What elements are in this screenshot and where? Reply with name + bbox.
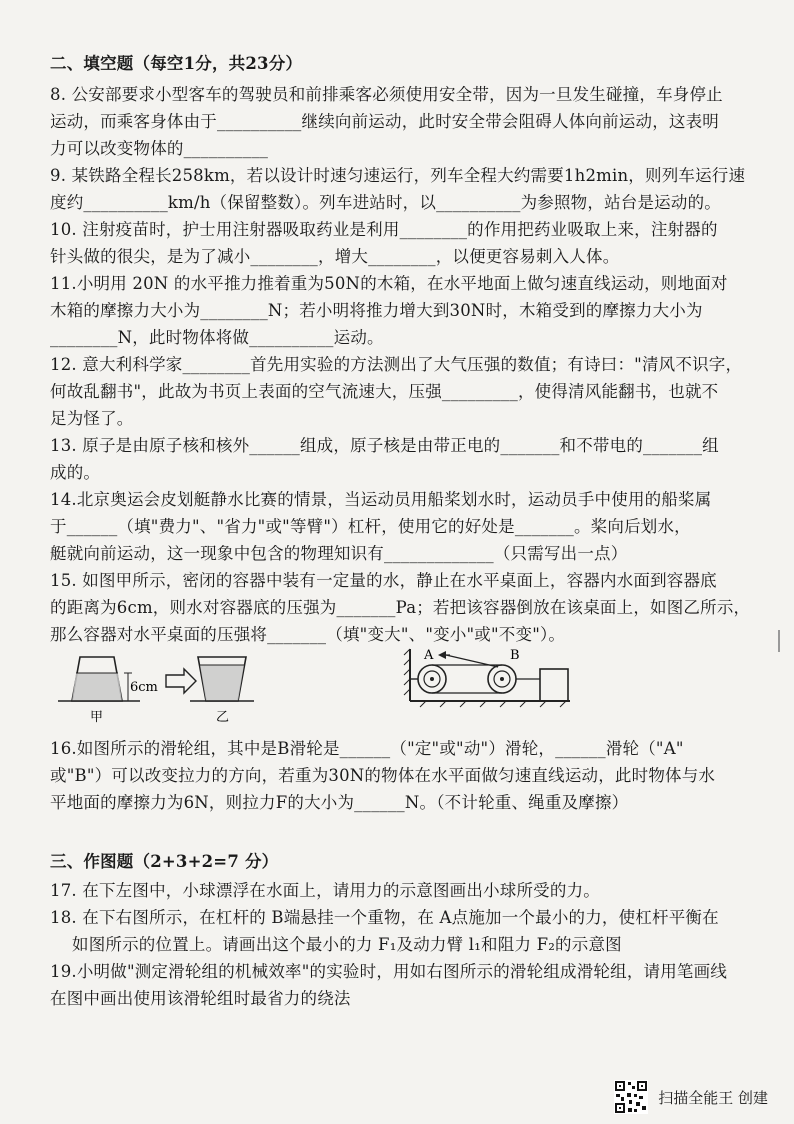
question-text-line: 12. 意大利科学家________首先用实验的方法测出了大气压强的数值；有诗曰："清风不识字， <box>50 355 743 374</box>
question-text-line: 度约__________km/h（保留整数）。列车进站时，以__________为参照物，站台是运动的。 <box>50 193 721 212</box>
question-text-line: 14.北京奥运会皮划艇静水比赛的情景，当运动员用船桨划水时，运动员手中使用的船桨属 <box>50 490 712 509</box>
question-text-line: 15. 如图甲所示，密闭的容器中装有一定量的水，静止在水平桌面上，容器内水面到容器底 <box>50 571 717 590</box>
section-heading-drawing: 三、作图题（2+3+2=7 分） <box>50 852 279 871</box>
question-text-line: 9. 某铁路全程长258km，若以设计时速匀速运行，列车全程大约需要1h2min，则列车运行速 <box>50 166 746 185</box>
figures-row <box>40 645 780 725</box>
hollow-arrow <box>166 669 196 693</box>
question-text-line: 19.小明做"测定滑轮组的机械效率"的实验时，用如右图所示的滑轮组成滑轮组，请用笔画线 <box>50 962 728 981</box>
section-heading-fill-blank: 二、填空题（每空1分，共23分） <box>50 54 303 73</box>
question-text-line: 8. 公安部要求小型客车的驾驶员和前排乘客必须使用安全带，因为一旦发生碰撞，车身停止 <box>50 85 723 104</box>
question-text-line: 或"B"）可以改变拉力的方向，若重为30N的物体在水平面做匀速直线运动，此时物体与水 <box>50 766 716 785</box>
question-text-line: 的距离为6cm，则水对容器底的压强为_______Pa；若把该容器倒放在该桌面上，如图乙所示， <box>50 598 751 617</box>
question-text-line: 于______（填"费力"、"省力"或"等臂"）杠杆，使用它的好处是_______。桨向后划水， <box>50 517 691 536</box>
scanner-watermark <box>614 1080 768 1114</box>
question-text-line: 成的。 <box>50 463 101 482</box>
question-text-line: ________N，此时物体将做__________运动。 <box>50 328 384 347</box>
question-text-line: 足为怪了。 <box>50 409 134 428</box>
question-text-line: 在图中画出使用该滑轮组时最省力的绕法 <box>50 989 351 1008</box>
container-jia-figure <box>58 657 158 725</box>
label-yi: 乙 <box>216 710 230 725</box>
scan-artifact-mark <box>778 630 780 652</box>
question-text-line: 10. 注射疫苗时，护士用注射器吸取药业是利用________的作用把药业吸取上来，注射器的 <box>50 220 718 239</box>
question-text-line: 17. 在下左图中，小球漂浮在水面上，请用力的示意图画出小球所受的力。 <box>50 881 600 900</box>
pulley-label-b: B <box>510 648 520 663</box>
label-jia: 甲 <box>90 710 104 725</box>
question-text-line: 力可以改变物体的__________ <box>50 139 269 158</box>
scanner-text: 扫描全能王 创建 <box>658 1088 768 1107</box>
question-text-line: 18. 在下右图所示，在杠杆的 B端悬挂一个重物，在 A点施加一个最小的力，使杠杆平衡在 <box>50 908 719 927</box>
pulley-system-figure <box>404 648 570 707</box>
question-text-line: 那么容器对水平桌面的压强将_______（填"变大"、"变小"或"不变"）。 <box>50 625 566 644</box>
question-text-line: 平地面的摩擦力为6N，则拉力F的大小为______N。（不计轮重、绳重及摩擦） <box>50 793 629 812</box>
question-text-line: 艇就向前运动，这一现象中包含的物理知识有_____________（只需写出一点） <box>50 544 628 563</box>
question-text-line: 13. 原子是由原子核和核外______组成，原子核是由带正电的_______和不带电的_______组 <box>50 436 719 455</box>
container-yi-figure <box>190 657 254 725</box>
question-text-line: 11.小明用 20N 的水平推力推着重为50N的木箱，在水平地面上做匀速直线运动，则地面对 <box>50 274 728 293</box>
pulley-label-a: A <box>424 648 434 663</box>
question-text-line: 针头做的很尖，是为了减小________，增大________，以便更容易刺入人体。 <box>50 247 620 266</box>
question-text-line: 木箱的摩擦力大小为________N；若小明将推力增大到30N时，木箱受到的摩擦力大小为 <box>50 301 703 320</box>
depth-label: 6cm <box>130 680 158 695</box>
question-text-line: 16.如图所示的滑轮组，其中是B滑轮是______（"定"或"动"）滑轮，______滑轮（"A" <box>50 739 684 758</box>
question-text-line: 如图所示的位置上。请画出这个最小的力 F₁及动力臂 l₁和阻力 F₂的示意图 <box>72 935 622 954</box>
question-text-line: 何故乱翻书"，此故为书页上表面的空气流速大，压强_________，使得清风能翻书，也就不 <box>50 382 719 401</box>
qr-code-icon <box>614 1080 648 1114</box>
question-text-line: 运动，而乘客身体由于__________继续向前运动，此时安全带会阻碍人体向前运动，这表明 <box>50 112 719 131</box>
